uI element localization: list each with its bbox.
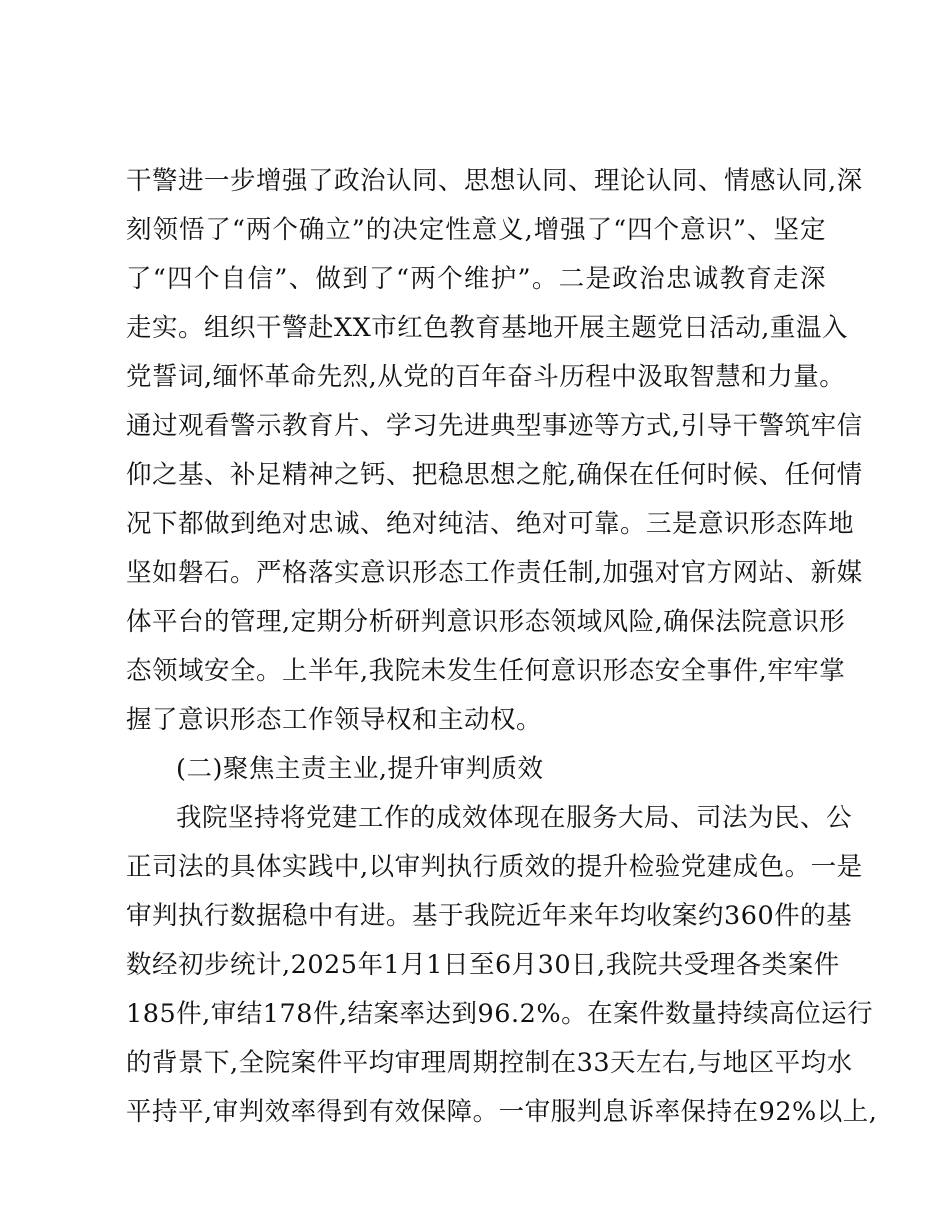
body-text-line: 185件,审结178件,结案率达到96.2%。在案件数量持续高位运行: [126, 999, 874, 1029]
body-text-line: 坚如磐石。严格落实意识形态工作责任制,加强对官方网站、新媒: [126, 558, 863, 588]
body-text-line: 态领域安全。上半年,我院未发生任何意识形态安全事件,牢牢掌: [126, 656, 846, 686]
body-text-line: 党誓词,缅怀革命先烈,从党的百年奋斗历程中汲取智慧和力量。: [126, 362, 846, 392]
body-text-line: 仰之基、补足精神之钙、把稳思想之舵,确保在任何时候、任何情: [126, 460, 863, 490]
body-text-line: 体平台的管理,定期分析研判意识形态领域风险,确保法院意识形: [126, 607, 846, 637]
body-text-line: 数经初步统计,2025年1月1日至6月30日,我院共受理各类案件: [126, 950, 840, 980]
body-text-line: 审判执行数据稳中有进。基于我院近年来年均收案约360件的基: [126, 901, 853, 931]
body-text-line: 正司法的具体实践中,以审判执行质效的提升检验党建成色。一是: [126, 852, 863, 882]
body-text-line: 握了意识形态工作领导权和主动权。: [126, 705, 543, 735]
body-text-line: 通过观看警示教育片、学习先进典型事迹等方式,引导干警筑牢信: [126, 411, 863, 441]
body-text-line: 的背景下,全院案件平均审理周期控制在33天左右,与地区平均水: [126, 1048, 853, 1078]
section-heading: (二)聚焦主责主业,提升审判质效: [176, 754, 544, 784]
body-text-line: 干警进一步增强了政治认同、思想认同、理论认同、情感认同,深: [126, 166, 863, 196]
body-text-line: 我院坚持将党建工作的成效体现在服务大局、司法为民、公: [176, 803, 853, 833]
body-text-line: 了“四个自信”、做到了“两个维护”。二是政治忠诚教育走深: [126, 264, 826, 294]
body-text-line: 走实。组织干警赴XX市红色教育基地开展主题党日活动,重温入: [126, 313, 848, 343]
body-text-line: 平持平,审判效率得到有效保障。一审服判息诉率保持在92%以上,: [126, 1097, 878, 1127]
body-text-line: 刻领悟了“两个确立”的决定性意义,增强了“四个意识”、坚定: [126, 215, 826, 245]
body-text-line: 况下都做到绝对忠诚、绝对纯洁、绝对可靠。三是意识形态阵地: [126, 509, 855, 539]
